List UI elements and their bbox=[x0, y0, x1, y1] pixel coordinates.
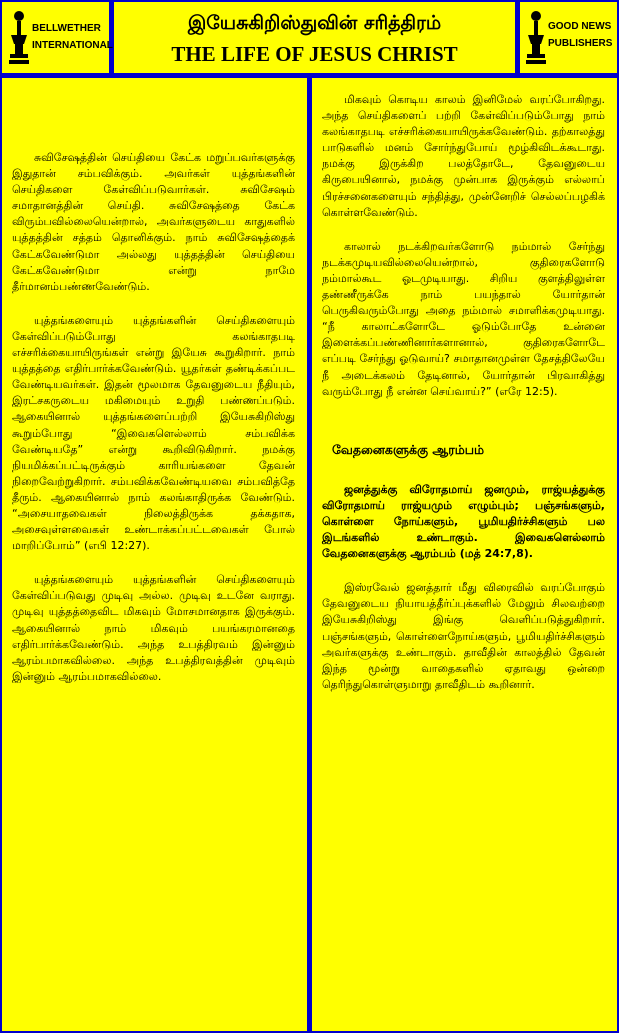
right-paragraph-1: மிகவும் கொடிய காலம் இனிமேல் வரப்போகிறது. அந்த செய்திகளைப் பற்றி கேள்விப்படும்போது நாம் கலங்காதபடி எச்சரிக்கையாயிருக்கவேண்டும். தற்காலத்து பாடுகளில் மனம் சோர்ந்துபோய் மூழ்கிவிடக்கூடாது. நமக்கு இருக்கிற பலத்தோடே, தேவனுடைய கிருபையினால், நமக்கு முன்பாக இருக்கும் எல்லாப் பிரச்சனைகளையும் சந்தித்து, முன்னேறிச் செல்லப்பழகிக் கொள்ளவேண்டும். bbox=[322, 93, 605, 219]
good-news-logo-text bbox=[548, 18, 612, 52]
bellwether-logo-icon bbox=[8, 8, 30, 68]
left-column-text bbox=[12, 150, 295, 685]
bellwether-logo-text bbox=[32, 20, 113, 54]
left-paragraph-1: சுவிசேஷத்தின் செய்தியை கேட்க மறுப்பவர்களுக்கு இதுதான் சம்பவிக்கும். அவர்கள் யுத்தங்களின் செய்திகளை கேள்விப்படுவார்கள். சுவிசேஷம் சமாதானத்தின் செய்தி. சுவிசேஷத்தை கேட்க விரும்பவில்லையென்றால், அவர்களுடைய காதுகளில் யுத்தத்தின் சத்தம் தொனிக்கும். நாம் சுவிசேஷத்தைக் கேட்கவேண்டுமா அல்லது யுத்தத்தின் செய்தியை கேட்கவேண்டுமா என்று நாமே தீர்மானம்பண்ணவேண்டும். bbox=[12, 151, 295, 293]
title-tamil: இயேசுகிறிஸ்துவின் சரித்திரம் bbox=[187, 12, 442, 34]
bellwether-logo-line-1: BELLWETHER bbox=[32, 23, 101, 34]
good-news-logo-line-2: PUBLISHERS bbox=[548, 38, 613, 49]
section-heading: வேதனைகளுக்கு ஆரம்பம் bbox=[332, 441, 485, 457]
right-column-text bbox=[322, 92, 605, 693]
right-column bbox=[312, 78, 617, 1031]
bellwether-logo-box bbox=[2, 2, 113, 73]
good-news-logo-icon bbox=[525, 8, 547, 68]
left-paragraph-2: யுத்தங்களையும் யுத்தங்களின் செய்திகளையும் கேள்விப்படும்போது கலங்காதபடி எச்சரிக்கையாயிருங்கள் என்று இயேசு கூறுகிறார். நாம் யுத்தத்தை எதிர்பார்க்கவேண்டும். யூதர்கள் தண்டிக்கப்பட வேண்டியவர்கள். இதன் மூலமாக தேவனுடைய நீதியும், இரட்சகருடைய மகிமையும் உறுதி பண்ணப்படும். ஆகையினால் யுத்தங்களைப்பற்றி இயேசுகிறிஸ்து கூறும்போது “இவைகளெல்லாம் சம்பவிக்க வேண்டியதே” என்று கூறிவிடுகிறார். நமக்கு நியமிக்கப்பட்டிருக்கும் காரியங்களை தேவன் நிறைவேற்றுகிறார். சம்பவிக்கவேண்டியவை சம்பவித்தே தீரும். ஆகையினால் நாம் கலங்காதிருக்க வேண்டும். “அசையாதவைகள் நிலைத்திருக்க தக்கதாக, அசைவுள்ளவைகள் உண்டாக்கப்பட்டவைகள் போல் மாறிப்போம்” (எபி 12:27). bbox=[12, 313, 295, 553]
good-news-logo-box bbox=[520, 2, 617, 73]
title-banner bbox=[114, 2, 515, 73]
right-paragraph-4: இஸ்ரவேல் ஜனத்தார் மீது விரைவில் வரப்போகும் தேவனுடைய நியாயத்தீர்ப்புக்களில் மேலும் சிலவற்றை இயேசுகிறிஸ்து இங்கு வெளிப்படுத்துகிறார். பஞ்சங்களும், கொள்ளைநோய்களும், பூமியதிர்ச்சிகளும் அவர்களுக்கு உண்டாகும். தாவீதின் காலத்தில் தேவன் இந்த மூன்று வாதைகளில் ஏதாவது ஒன்றை தெரிந்துகொள்ளுமாறு தாவீதிடம் கூறினார். bbox=[322, 581, 605, 691]
scripture-quote: ஜனத்துக்கு விரோதமாய் ஜனமும், ராஜ்யத்துக்கு விரோதமாய் ராஜ்யமும் எழும்பும்; பஞ்சங்களும், கொள்ளை நோய்களும், பூமியதிர்ச்சிகளும் பல இடங்களில் உண்டாகும். இவைகளெல்லாம் வேதனைகளுக்கு ஆரம்பம் (மத் 24:7,8). bbox=[322, 482, 605, 561]
left-column bbox=[2, 78, 307, 1031]
right-paragraph-2: காலால் நடக்கிறவர்களோடு நம்மால் சேர்ந்து நடக்கமுடியவில்லையென்றால், குதிரைகளோடு நம்மால்கூட ஓடமுடியாது. சிறிய குளத்திலுள்ள தண்ணீருக்கே நாம் பயந்தால் யோர்தான் பெருகிவரும்போது அதை நம்மால் சமாளிக்கமுடியாது. “நீ காலாட்களோடே ஓடும்போதே உன்னை இளைக்கப்பண்ணினார்களானால், குதிரைகளோடே எப்படி சேர்ந்து ஓடுவாய்? சமாதானமுள்ள தேசத்திலேயே நீ அடைக்கலம் தேடினால், யோர்தான் பிரவாகித்து வரும்போது நீ என்ன செய்வாய்?” (எரே 12:5). bbox=[322, 239, 605, 398]
good-news-logo-line-1: GOOD NEWS bbox=[548, 21, 612, 32]
title-english: THE LIFE OF JESUS CHRIST bbox=[171, 42, 458, 66]
bellwether-logo-line-2: INTERNATIONAL bbox=[32, 40, 113, 51]
left-paragraph-3: யுத்தங்களையும் யுத்தங்களின் செய்திகளையும் கேள்விப்படுவது முடிவு அல்ல. முடிவு உடனே வராது. முடிவு யுத்தத்தைவிட மிகவும் மோசமானதாக இருக்கும். ஆகையினால் நாம் மிகவும் பயங்கரமானதை எதிர்பார்க்கவேண்டும். அந்த உபத்திரவம் இன்னும் ஆரம்பமாகவில்லை. அந்த உபத்திரவத்தின் முடிவும் இன்னும் ஆரம்பமாகவில்லை. bbox=[12, 573, 295, 683]
